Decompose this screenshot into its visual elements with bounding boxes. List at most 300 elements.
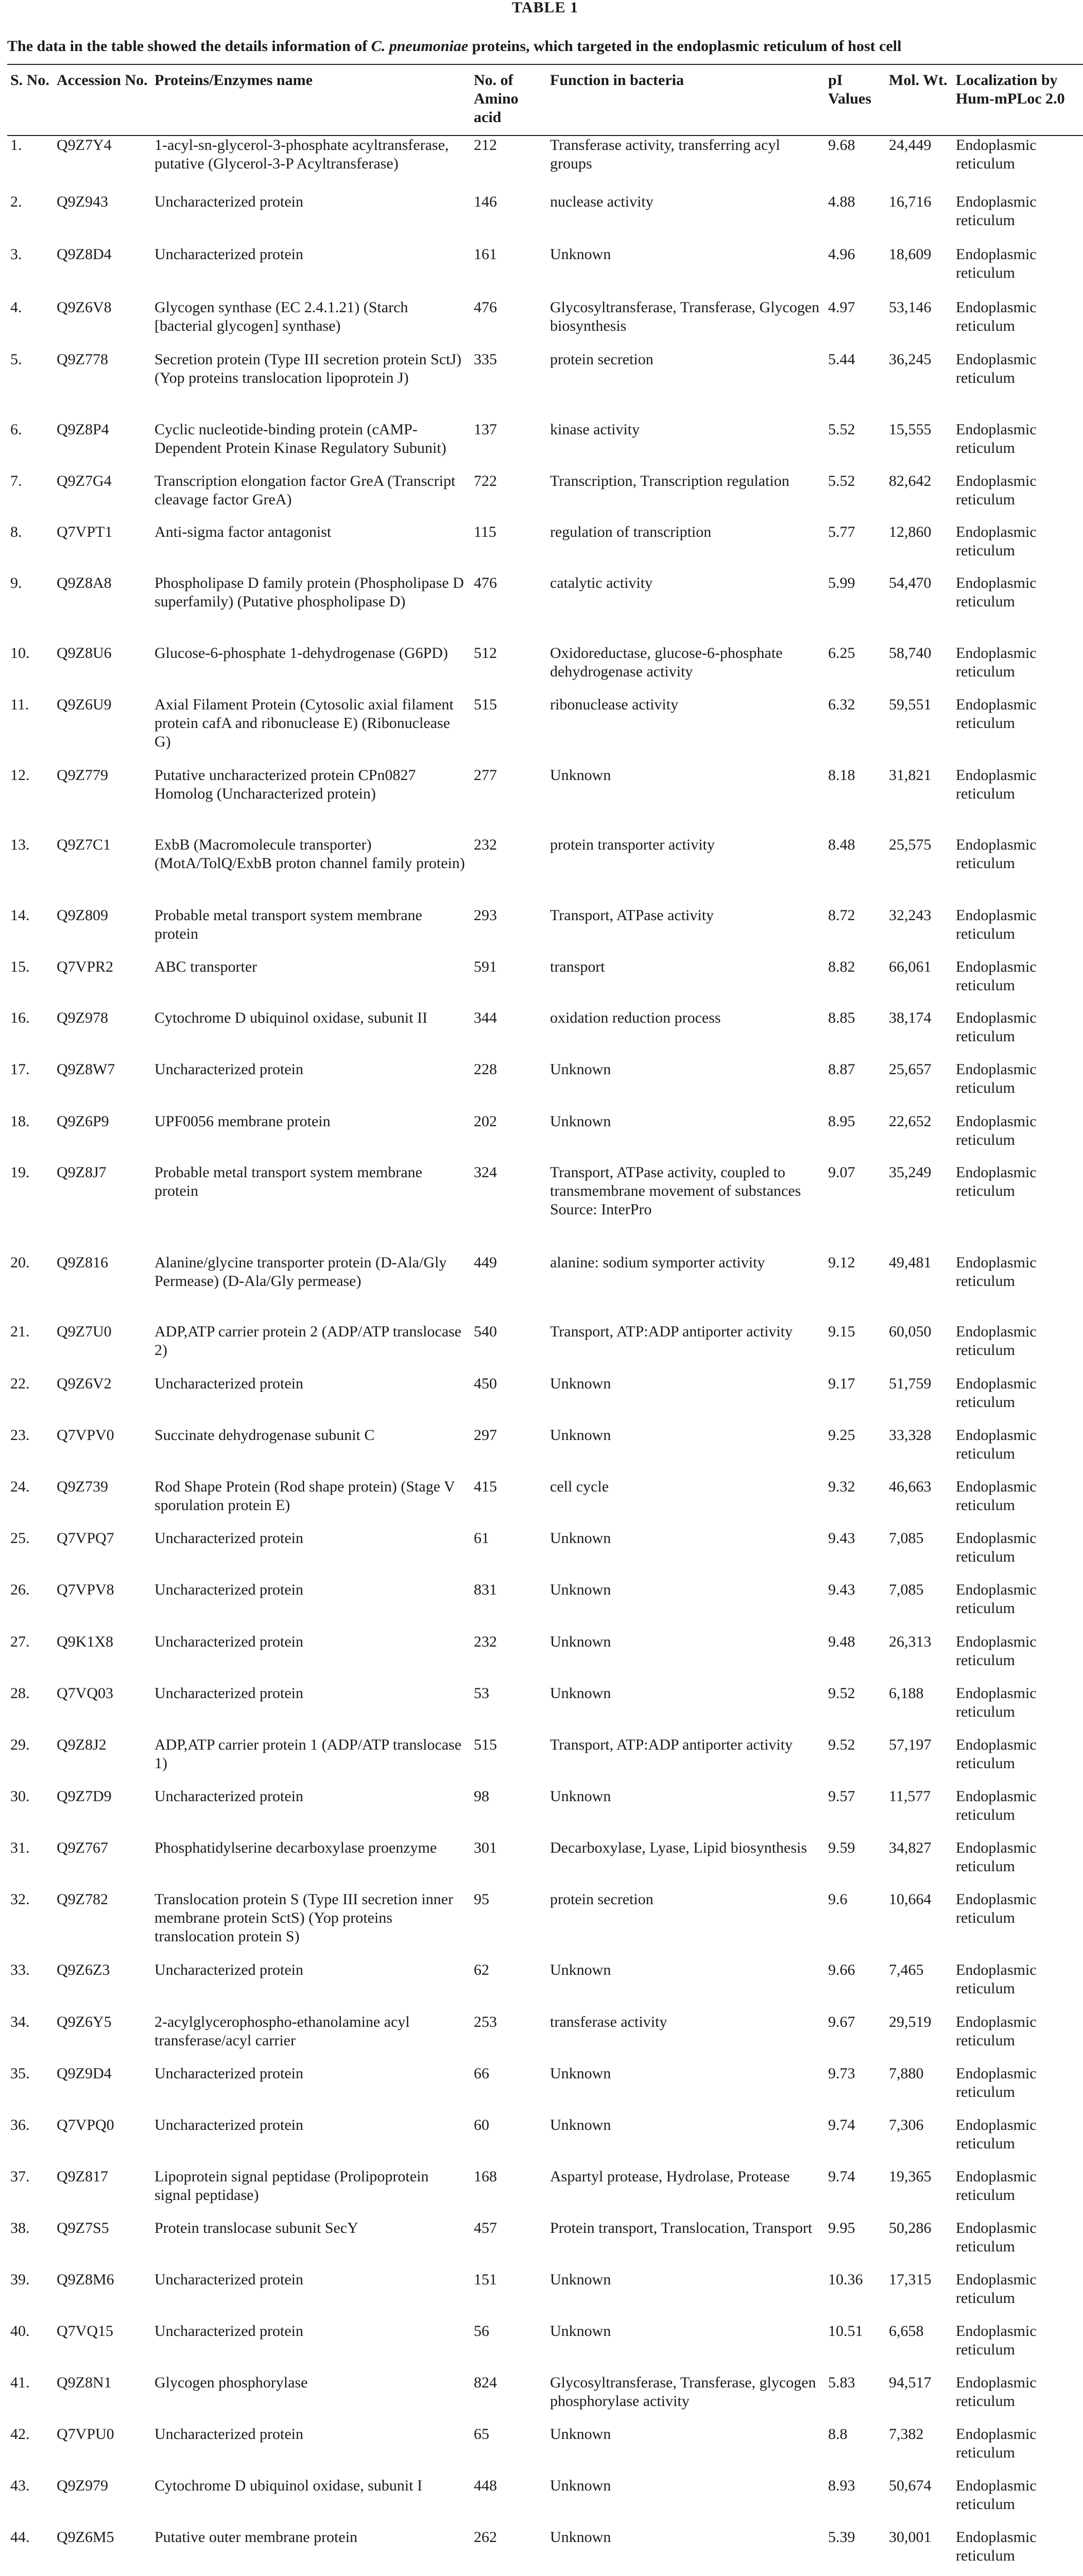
cell-localization: Endoplasmic reticulum	[956, 472, 1037, 508]
cell-protein-name: Lipoprotein signal peptidase (Prolipoprotein signal peptidase)	[154, 2168, 429, 2204]
cell-pi: 8.93	[828, 2477, 855, 2494]
table-row	[7, 350, 1083, 420]
cell-amino-acid-count: 515	[474, 696, 497, 713]
cell-mol-wt: 6,188	[889, 1685, 924, 1702]
cell-localization: Endoplasmic reticulum	[956, 696, 1037, 732]
table-row	[7, 2374, 1083, 2425]
cell-mol-wt: 7,382	[889, 2426, 924, 2443]
cell-function: Unknown	[550, 1788, 611, 1805]
cell-sno: 28.	[10, 1685, 30, 1702]
cell-amino-acid-count: 293	[474, 907, 497, 924]
table-row	[7, 2013, 1083, 2064]
table-row	[7, 1633, 1083, 1684]
table-row	[7, 958, 1083, 1009]
cell-function: Oxidoreductase, glucose-6-phosphate dehydrogenase activity	[550, 645, 783, 680]
cell-pi: 9.67	[828, 2013, 855, 2030]
cell-protein-name: Uncharacterized protein	[154, 1530, 303, 1547]
cell-accession: Q7VPV0	[57, 1427, 114, 1444]
cell-localization: Endoplasmic reticulum	[956, 645, 1037, 680]
cell-amino-acid-count: 228	[474, 1061, 497, 1078]
cell-sno: 17.	[10, 1061, 30, 1078]
cell-localization: Endoplasmic reticulum	[956, 1061, 1037, 1096]
table-row	[7, 1163, 1083, 1253]
cell-sno: 11.	[10, 696, 29, 713]
cell-function: ribonuclease activity	[550, 696, 679, 713]
cell-protein-name: Uncharacterized protein	[154, 2271, 303, 2288]
cell-sno: 34.	[10, 2013, 30, 2030]
cell-protein-name: Uncharacterized protein	[154, 1061, 303, 1078]
cell-pi: 5.52	[828, 421, 855, 438]
cell-localization: Endoplasmic reticulum	[956, 1375, 1037, 1411]
cell-protein-name: Protein translocase subunit SecY	[154, 2219, 358, 2236]
cell-protein-name: Translocation protein S (Type III secretion inner membrane protein SctS) (Yop proteins translocation protein S)	[154, 1891, 453, 1945]
cell-function: Unknown	[550, 2529, 611, 2546]
table-row	[7, 1253, 1083, 1323]
cell-pi: 9.74	[828, 2116, 855, 2133]
cell-mol-wt: 7,880	[889, 2065, 924, 2082]
cell-pi: 9.43	[828, 1581, 855, 1598]
cell-protein-name: Uncharacterized protein	[154, 2065, 303, 2082]
cell-accession: Q9Z8W7	[57, 1061, 115, 1078]
table-row	[7, 1684, 1083, 1736]
cell-function: Glycosyltransferase, Transferase, glycogen phosphorylase activity	[550, 2374, 816, 2410]
cell-accession: Q9Z7U0	[57, 1323, 112, 1340]
cell-protein-name: Uncharacterized protein	[154, 1633, 303, 1650]
cell-amino-acid-count: 161	[474, 246, 497, 263]
cell-function: Transport, ATPase activity, coupled to transmembrane movement of substances Source: InterPro	[550, 1164, 801, 1218]
cell-sno: 13.	[10, 836, 30, 853]
cell-mol-wt: 17,315	[889, 2271, 932, 2288]
cell-pi: 8.87	[828, 1061, 855, 1078]
cell-localization: Endoplasmic reticulum	[956, 2116, 1037, 2152]
cell-pi: 5.52	[828, 472, 855, 489]
cell-localization: Endoplasmic reticulum	[956, 2323, 1037, 2358]
cell-sno: 33.	[10, 1961, 30, 1978]
cell-mol-wt: 25,657	[889, 1061, 932, 1078]
cell-amino-acid-count: 722	[474, 472, 497, 489]
cell-pi: 9.15	[828, 1323, 855, 1340]
cell-mol-wt: 34,827	[889, 1839, 932, 1856]
cell-accession: Q9Z782	[57, 1891, 108, 1908]
cell-localization: Endoplasmic reticulum	[956, 1164, 1037, 1199]
cell-localization: Endoplasmic reticulum	[956, 137, 1037, 172]
cell-amino-acid-count: 62	[474, 1961, 489, 1978]
cell-localization: Endoplasmic reticulum	[956, 2271, 1037, 2307]
cell-mol-wt: 38,174	[889, 1009, 932, 1026]
cell-amino-acid-count: 146	[474, 193, 497, 210]
cell-sno: 44.	[10, 2529, 30, 2546]
cell-function: Glycosyltransferase, Transferase, Glycogen biosynthesis	[550, 299, 820, 334]
cell-mol-wt: 7,306	[889, 2116, 924, 2133]
cell-sno: 4.	[10, 299, 22, 316]
cell-pi: 9.95	[828, 2219, 855, 2236]
cell-function: Unknown	[550, 2477, 611, 2494]
cell-protein-name: Uncharacterized protein	[154, 1375, 303, 1392]
table-row	[7, 1890, 1083, 1961]
cell-pi: 9.59	[828, 1839, 855, 1856]
table-row	[7, 1323, 1083, 1375]
cell-amino-acid-count: 515	[474, 1736, 497, 1753]
cell-protein-name: Uncharacterized protein	[154, 2426, 303, 2443]
cell-protein-name: Uncharacterized protein	[154, 2116, 303, 2133]
cell-sno: 8.	[10, 523, 22, 540]
table-row	[7, 696, 1083, 766]
cell-function: Unknown	[550, 1530, 611, 1547]
cell-protein-name: Glycogen phosphorylase	[154, 2374, 308, 2391]
table-caption	[7, 35, 1083, 64]
header-localization: Localization by Hum-mPLoc 2.0	[953, 64, 1083, 135]
cell-localization: Endoplasmic reticulum	[956, 2529, 1037, 2564]
cell-function: Unknown	[550, 1685, 611, 1702]
cell-amino-acid-count: 262	[474, 2529, 497, 2546]
cell-protein-name: Uncharacterized protein	[154, 1581, 303, 1598]
cell-amino-acid-count: 457	[474, 2219, 497, 2236]
cell-function: Transport, ATP:ADP antiporter activity	[550, 1323, 793, 1340]
cell-amino-acid-count: 115	[474, 523, 496, 540]
cell-accession: Q9Z6V8	[57, 299, 112, 316]
cell-function: Unknown	[550, 1375, 611, 1392]
cell-mol-wt: 33,328	[889, 1427, 932, 1444]
cell-pi: 9.32	[828, 1478, 855, 1495]
cell-pi: 9.12	[828, 1254, 855, 1271]
table-body	[7, 135, 1083, 2576]
cell-function: kinase activity	[550, 421, 640, 438]
cell-accession: Q9Z979	[57, 2477, 108, 2494]
cell-protein-name: Glucose-6-phosphate 1-dehydrogenase (G6PD)	[154, 645, 448, 662]
cell-amino-acid-count: 56	[474, 2323, 489, 2340]
cell-protein-name: 2-acylglycerophospho-ethanolamine acyl transferase/acyl carrier	[154, 2013, 410, 2049]
cell-mol-wt: 66,061	[889, 958, 932, 975]
protein-table	[7, 64, 1083, 2576]
cell-accession: Q9Z6Z3	[57, 1961, 110, 1978]
cell-function: Unknown	[550, 246, 611, 263]
cell-protein-name: Anti-sigma factor antagonist	[154, 523, 332, 540]
table-row	[7, 2270, 1083, 2322]
cell-mol-wt: 36,245	[889, 351, 932, 368]
cell-pi: 9.68	[828, 137, 855, 154]
cell-mol-wt: 24,449	[889, 137, 932, 154]
cell-amino-acid-count: 277	[474, 767, 497, 784]
cell-accession: Q9Z9D4	[57, 2065, 112, 2082]
cell-amino-acid-count: 137	[474, 421, 497, 438]
cell-amino-acid-count: 95	[474, 1891, 489, 1908]
cell-amino-acid-count: 324	[474, 1164, 497, 1181]
cell-amino-acid-count: 831	[474, 1581, 497, 1598]
cell-localization: Endoplasmic reticulum	[956, 351, 1037, 386]
cell-protein-name: Uncharacterized protein	[154, 2323, 303, 2340]
cell-function: Decarboxylase, Lyase, Lipid biosynthesis	[550, 1839, 807, 1856]
cell-pi: 4.97	[828, 299, 855, 316]
cell-sno: 41.	[10, 2374, 30, 2391]
cell-sno: 9.	[10, 574, 22, 591]
cell-pi: 9.17	[828, 1375, 855, 1392]
cell-protein-name: Alanine/glycine transporter protein (D-Ala/Gly Permease) (D-Ala/Gly permease)	[154, 1254, 447, 1290]
cell-sno: 5.	[10, 351, 22, 368]
cell-pi: 8.18	[828, 767, 855, 784]
cell-localization: Endoplasmic reticulum	[956, 1323, 1037, 1359]
cell-function: Transport, ATPase activity	[550, 907, 714, 924]
table-row	[7, 298, 1083, 350]
cell-function: Unknown	[550, 1961, 611, 1978]
table-row	[7, 1736, 1083, 1787]
cell-function: Protein transport, Translocation, Transport	[550, 2219, 813, 2236]
cell-sno: 38.	[10, 2219, 30, 2236]
cell-pi: 9.43	[828, 1530, 855, 1547]
table-row	[7, 1581, 1083, 1633]
cell-localization: Endoplasmic reticulum	[956, 193, 1037, 229]
table-row	[7, 906, 1083, 958]
cell-protein-name: 1-acyl-sn-glycerol-3-phosphate acyltransferase, putative (Glycerol-3-P Acyltransferase)	[154, 137, 449, 172]
cell-accession: Q9Z7G4	[57, 472, 112, 489]
cell-protein-name: Rod Shape Protein (Rod shape protein) (Stage V sporulation protein E)	[154, 1478, 455, 1514]
cell-mol-wt: 15,555	[889, 421, 932, 438]
cell-mol-wt: 12,860	[889, 523, 932, 540]
cell-amino-acid-count: 202	[474, 1113, 497, 1130]
header-pi: pI Values	[825, 64, 886, 135]
cell-protein-name: Uncharacterized protein	[154, 1961, 303, 1978]
cell-localization: Endoplasmic reticulum	[956, 767, 1037, 802]
cell-function: Unknown	[550, 2323, 611, 2340]
cell-mol-wt: 11,577	[889, 1788, 931, 1805]
cell-accession: Q9Z817	[57, 2168, 108, 2185]
cell-sno: 23.	[10, 1427, 30, 1444]
cell-function: Unknown	[550, 2271, 611, 2288]
table-row	[7, 1787, 1083, 1839]
cell-protein-name: Glycogen synthase (EC 2.4.1.21) (Starch [bacterial glycogen] synthase)	[154, 299, 408, 334]
cell-protein-name: ADP,ATP carrier protein 2 (ADP/ATP translocase 2)	[154, 1323, 462, 1359]
cell-pi: 9.73	[828, 2065, 855, 2082]
cell-pi: 4.88	[828, 193, 855, 210]
cell-pi: 9.52	[828, 1685, 855, 1702]
cell-pi: 8.8	[828, 2426, 848, 2443]
cell-mol-wt: 54,470	[889, 574, 932, 591]
cell-pi: 5.99	[828, 574, 855, 591]
header-row	[7, 64, 1083, 135]
table-row	[7, 1529, 1083, 1581]
cell-accession: Q9Z7C1	[57, 836, 111, 853]
cell-function: Unknown	[550, 2065, 611, 2082]
cell-sno: 3.	[10, 246, 22, 263]
cell-pi: 8.85	[828, 1009, 855, 1026]
cell-sno: 21.	[10, 1323, 30, 1340]
cell-localization: Endoplasmic reticulum	[956, 2065, 1037, 2100]
cell-pi: 8.48	[828, 836, 855, 853]
cell-amino-acid-count: 212	[474, 137, 497, 154]
table-row	[7, 2064, 1083, 2116]
header-accession: Accession No.	[54, 64, 151, 135]
cell-pi: 5.77	[828, 523, 855, 540]
cell-accession: Q9Z6Y5	[57, 2013, 112, 2030]
cell-amino-acid-count: 61	[474, 1530, 489, 1547]
cell-accession: Q7VPQ7	[57, 1530, 114, 1547]
cell-function: regulation of transcription	[550, 523, 712, 540]
cell-accession: Q7VQ15	[57, 2323, 113, 2340]
cell-accession: Q9Z7S5	[57, 2219, 109, 2236]
cell-accession: Q7VPQ0	[57, 2116, 114, 2133]
table-row	[7, 245, 1083, 298]
cell-localization: Endoplasmic reticulum	[956, 2374, 1037, 2410]
cell-protein-name: ADP,ATP carrier protein 1 (ADP/ATP translocase 1)	[154, 1736, 462, 1772]
cell-amino-acid-count: 344	[474, 1009, 497, 1026]
cell-function: Unknown	[550, 1427, 611, 1444]
table-row	[7, 2167, 1083, 2219]
cell-amino-acid-count: 450	[474, 1375, 497, 1392]
cell-function: Transport, ATP:ADP antiporter activity	[550, 1736, 793, 1753]
cell-pi: 6.25	[828, 645, 855, 662]
cell-sno: 35.	[10, 2065, 30, 2082]
cell-protein-name: Uncharacterized protein	[154, 246, 303, 263]
cell-mol-wt: 26,313	[889, 1633, 932, 1650]
cell-function: transferase activity	[550, 2013, 667, 2030]
cell-function: Unknown	[550, 1113, 611, 1130]
cell-mol-wt: 49,481	[889, 1254, 932, 1271]
cell-function: Aspartyl protease, Hydrolase, Protease	[550, 2168, 790, 2185]
cell-mol-wt: 58,740	[889, 645, 932, 662]
cell-mol-wt: 29,519	[889, 2013, 932, 2030]
caption-organism: C. pneumoniae	[371, 38, 469, 55]
cell-pi: 9.52	[828, 1736, 855, 1753]
cell-accession: Q9Z6P9	[57, 1113, 109, 1130]
header-sno: S. No.	[7, 64, 54, 135]
cell-localization: Endoplasmic reticulum	[956, 2477, 1037, 2513]
cell-accession: Q9Z809	[57, 907, 108, 924]
cell-localization: Endoplasmic reticulum	[956, 523, 1037, 559]
cell-localization: Endoplasmic reticulum	[956, 1581, 1037, 1617]
cell-sno: 7.	[10, 472, 22, 489]
header-protein-name: Proteins/Enzymes name	[151, 64, 471, 135]
cell-mol-wt: 50,674	[889, 2477, 932, 2494]
cell-function: Unknown	[550, 1581, 611, 1598]
cell-sno: 2.	[10, 193, 22, 210]
cell-localization: Endoplasmic reticulum	[956, 1961, 1037, 1997]
cell-function: catalytic activity	[550, 574, 653, 591]
cell-pi: 4.96	[828, 246, 855, 263]
cell-amino-acid-count: 60	[474, 2116, 489, 2133]
cell-pi: 5.39	[828, 2529, 855, 2546]
cell-function: Unknown	[550, 2426, 611, 2443]
cell-sno: 29.	[10, 1736, 30, 1753]
table-row	[7, 1112, 1083, 1163]
cell-sno: 18.	[10, 1113, 30, 1130]
cell-localization: Endoplasmic reticulum	[956, 1839, 1037, 1875]
cell-amino-acid-count: 151	[474, 2271, 497, 2288]
cell-amino-acid-count: 449	[474, 1254, 497, 1271]
table-row	[7, 2219, 1083, 2270]
table-row	[7, 2322, 1083, 2374]
cell-function: Unknown	[550, 767, 611, 784]
cell-accession: Q9Z6V2	[57, 1375, 112, 1392]
cell-function: nuclease activity	[550, 193, 654, 210]
cell-protein-name: Succinate dehydrogenase subunit C	[154, 1427, 375, 1444]
cell-localization: Endoplasmic reticulum	[956, 958, 1037, 994]
cell-localization: Endoplasmic reticulum	[956, 2219, 1037, 2255]
cell-accession: Q9Z8M6	[57, 2271, 114, 2288]
cell-localization: Endoplasmic reticulum	[956, 1633, 1037, 1669]
cell-function: alanine: sodium symporter activity	[550, 1254, 765, 1271]
cell-mol-wt: 30,001	[889, 2529, 932, 2546]
cell-protein-name: Uncharacterized protein	[154, 193, 303, 210]
table-row	[7, 420, 1083, 472]
cell-sno: 15.	[10, 958, 30, 975]
table-row	[7, 644, 1083, 696]
cell-localization: Endoplasmic reticulum	[956, 1009, 1037, 1045]
cell-amino-acid-count: 335	[474, 351, 497, 368]
cell-accession: Q9Z8N1	[57, 2374, 112, 2391]
cell-accession: Q9K1X8	[57, 1633, 113, 1650]
cell-mol-wt: 19,365	[889, 2168, 932, 2185]
cell-localization: Endoplasmic reticulum	[956, 2426, 1037, 2461]
cell-amino-acid-count: 824	[474, 2374, 497, 2391]
cell-localization: Endoplasmic reticulum	[956, 574, 1037, 610]
cell-protein-name: ExbB (Macromolecule transporter) (MotA/TolQ/ExbB proton channel family protein)	[154, 836, 465, 872]
cell-sno: 26.	[10, 1581, 30, 1598]
table-row	[7, 766, 1083, 836]
cell-pi: 8.95	[828, 1113, 855, 1130]
cell-amino-acid-count: 297	[474, 1427, 497, 1444]
cell-accession: Q9Z7D9	[57, 1788, 112, 1805]
cell-sno: 32.	[10, 1891, 30, 1908]
cell-protein-name: Cytochrome D ubiquinol oxidase, subunit II	[154, 1009, 427, 1026]
table-row	[7, 1426, 1083, 1478]
cell-accession: Q9Z767	[57, 1839, 108, 1856]
cell-protein-name: Phosphatidylserine decarboxylase proenzyme	[154, 1839, 437, 1856]
cell-pi: 10.51	[828, 2323, 863, 2340]
cell-amino-acid-count: 476	[474, 299, 497, 316]
cell-function: Transcription, Transcription regulation	[550, 472, 789, 489]
header-amino-acid-count: No. of Amino acid	[471, 64, 547, 135]
cell-pi: 8.72	[828, 907, 855, 924]
table-row	[7, 135, 1083, 193]
cell-mol-wt: 31,821	[889, 767, 932, 784]
cell-mol-wt: 57,197	[889, 1736, 932, 1753]
cell-localization: Endoplasmic reticulum	[956, 246, 1037, 281]
cell-accession: Q7VPR2	[57, 958, 114, 975]
cell-sno: 27.	[10, 1633, 30, 1650]
cell-accession: Q7VQ03	[57, 1685, 113, 1702]
cell-amino-acid-count: 540	[474, 1323, 497, 1340]
cell-localization: Endoplasmic reticulum	[956, 1736, 1037, 1772]
cell-localization: Endoplasmic reticulum	[956, 907, 1037, 942]
cell-accession: Q9Z978	[57, 1009, 108, 1026]
cell-pi: 9.6	[828, 1891, 848, 1908]
cell-function: Unknown	[550, 2116, 611, 2133]
cell-function: Unknown	[550, 1633, 611, 1650]
cell-protein-name: Putative outer membrane protein	[154, 2529, 358, 2546]
cell-pi: 9.57	[828, 1788, 855, 1805]
cell-function: protein transporter activity	[550, 836, 715, 853]
cell-function: protein secretion	[550, 1891, 654, 1908]
cell-localization: Endoplasmic reticulum	[956, 2168, 1037, 2204]
cell-accession: Q9Z8U6	[57, 645, 112, 662]
cell-localization: Endoplasmic reticulum	[956, 1478, 1037, 1514]
cell-localization: Endoplasmic reticulum	[956, 1113, 1037, 1148]
cell-function: Transferase activity, transferring acyl groups	[550, 137, 780, 172]
cell-localization: Endoplasmic reticulum	[956, 1427, 1037, 1462]
cell-pi: 5.44	[828, 351, 855, 368]
cell-mol-wt: 32,243	[889, 907, 932, 924]
cell-mol-wt: 16,716	[889, 193, 932, 210]
cell-sno: 19.	[10, 1164, 30, 1181]
cell-pi: 6.32	[828, 696, 855, 713]
header-function: Function in bacteria	[547, 64, 825, 135]
cell-accession: Q9Z8J7	[57, 1164, 107, 1181]
cell-pi: 8.82	[828, 958, 855, 975]
cell-amino-acid-count: 301	[474, 1839, 497, 1856]
cell-amino-acid-count: 232	[474, 836, 497, 853]
caption-pre: The data in the table showed the details information of	[7, 38, 371, 55]
cell-mol-wt: 60,050	[889, 1323, 932, 1340]
cell-pi: 10.36	[828, 2271, 863, 2288]
